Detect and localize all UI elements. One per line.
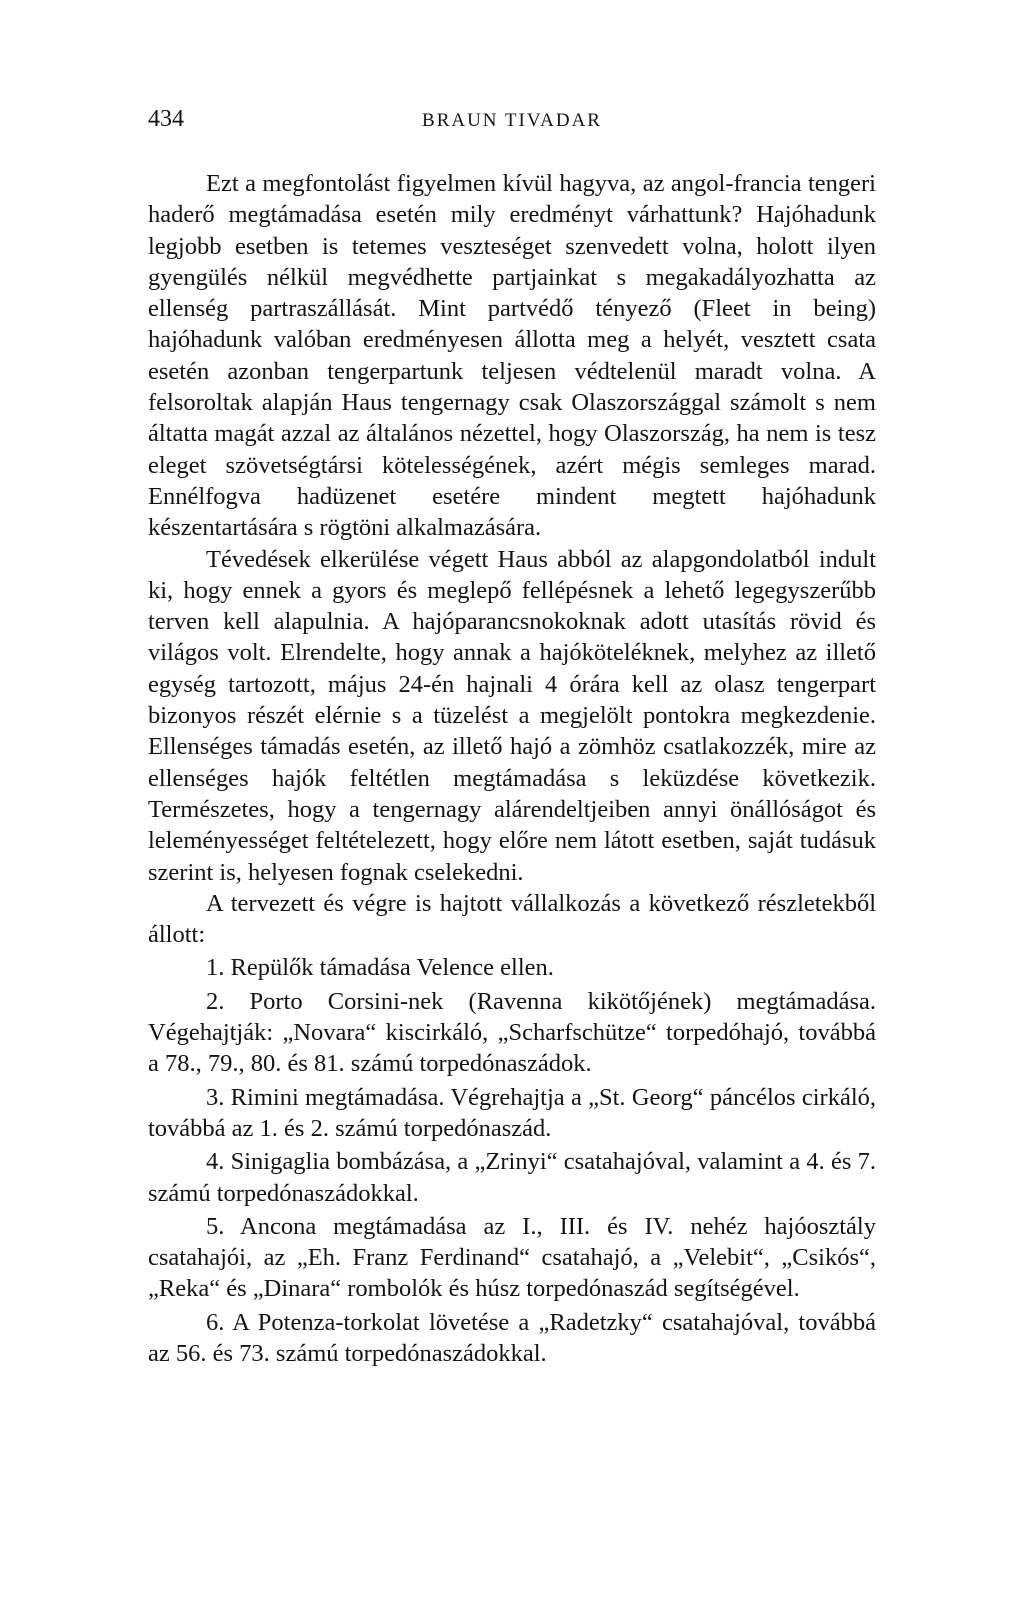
paragraph: Tévedések elkerülése végett Haus abból az alapgondolatból indult ki, hogy ennek a gyors és meglepő fellépésnek a lehető legegyszerűbb terven kell alapulnia. A hajóparancsnokoknak adott utasítás rövid és világos volt. Elrendelte, hogy annak a hajóköteléknek, melyhez az illető egység tartozott, május 24-én hajnali 4 órára kell az olasz tengerpart bizonyos részét elérnie s a tüzelést a megjelölt pontokra megkezdenie. Ellenséges támadás esetén, az illető hajó a zömhöz csatlakozzék, mire az ellenséges hajók feltétlen megtámadása s leküzdése következik. Természetes, hogy a tengernagy alárendeltjeiben annyi önállóságot és leleményességet feltételezett, hogy előre nem látott esetben, saját tudásuk szerint is, helyesen fognak cselekedni.	[148, 545, 876, 886]
running-head: BRAUN TIVADAR	[422, 110, 602, 131]
list-item: 1. Repülők támadása Velence ellen.	[206, 954, 554, 982]
list-item: 3. Rimini megtámadása. Végrehajtja a „St. Georg“ páncélos cirkáló, továbbá az 1. és 2. számú torpedónaszád.	[148, 1083, 876, 1142]
paragraph: Ezt a megfontolást figyelmen kívül hagyva, az angol-francia tengeri haderő megtámadása esetén mily eredményt várhattunk? Hajóhadunk legjobb esetben is tetemes veszteséget szenvedett volna, holott ilyen gyengülés nélkül megvédhette partjainkat s megakadályozhatta az ellenség partraszállását. Mint partvédő tényező (Fleet in being) hajóhadunk valóban eredményesen állotta meg a helyét, vesztett csata esetén azonban tengerpartunk teljesen védtelenül maradt volna. A felsoroltak alapján Haus tengernagy csak Olaszországgal számolt s nem áltatta magát azzal az általános nézettel, hogy Olaszország, ha nem is tesz eleget szövetségtársi kötelességének, azért mégis semleges marad. Ennélfogva hadüzenet esetére mindent megtett hajóhadunk készentartására s rögtöni alkalmazására.	[148, 170, 876, 542]
list-item: 6. A Potenza-torkolat lövetése a „Radetzky“ csatahajóval, továbbá az 56. és 73. számú torpedónaszádokkal.	[148, 1308, 876, 1367]
list-item: 4. Sinigaglia bombázása, a „Zrinyi“ csatahajóval, valamint a 4. és 7. számú torpedónaszádokkal.	[148, 1148, 876, 1207]
body-text	[148, 168, 876, 1369]
list-item: 5. Ancona megtámadása az I., III. és IV. nehéz hajóosztály csatahajói, az „Eh. Franz Ferdinand“ csatahajó, a „Velebit“, „Csikós“, „Reka“ és „Dinara“ rombolók és húsz torpedónaszád segítségével.	[148, 1212, 876, 1303]
page-header	[148, 104, 876, 134]
paragraph: A tervezett és végre is hajtott vállalkozás a következő részletekből állott:	[148, 889, 876, 949]
page-number: 434	[148, 106, 184, 132]
list-item: 2. Porto Corsini-nek (Ravenna kikötőjének) megtámadása. Végehajtják: „Novara“ kiscirkáló, „Scharfschütze“ torpedóhajó, továbbá a 78., 79., 80. és 81. számú torpedónaszádok.	[148, 987, 876, 1078]
